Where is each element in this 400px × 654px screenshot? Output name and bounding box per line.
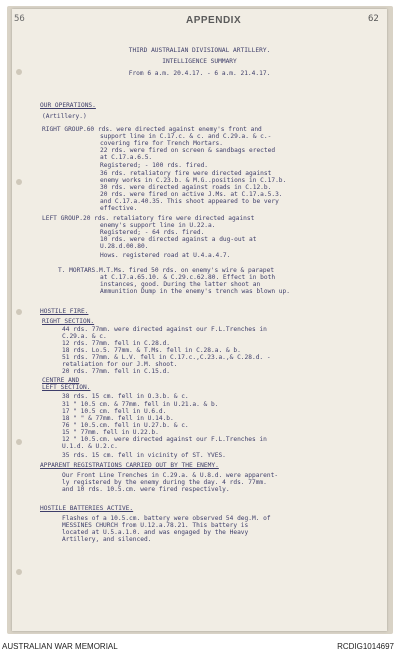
body-line: instances, good. During the latter shoot an [100, 281, 261, 288]
body-line: 18 rds. Lo.5. 77mm. & T.Ms. fell in C.28.a. & b. [62, 347, 241, 354]
body-line: covering fire for Trench Mortars. [100, 140, 223, 147]
body-line: Ammunition Dump in the enemy's trench was blown up. [100, 288, 290, 295]
body-line: located at U.5.a.1.0. and was engaged by the Heavy [62, 529, 249, 536]
body-line: (Artillery.) [42, 113, 87, 120]
body-line: 51 rds. 77mm. & L.V. fell in C.17.c.,C.23.a.,& C.28.d. - [62, 354, 271, 361]
body-line: enemy's support line in U.22.a. [100, 222, 216, 229]
appendix-label: APPENDIX [186, 15, 242, 26]
body-line: U.28.d.00.80. [100, 243, 149, 250]
section-heading: OUR OPERATIONS. [40, 102, 96, 109]
body-line: 10 rds. were directed against a dug-out at [100, 236, 257, 243]
body-line: retaliation for our J.M. shoot. [62, 361, 178, 368]
body-line: 44 rds. 77mm. were directed against our F.L.Trenches in [62, 326, 267, 333]
body-line: 15 " 77mm. fell in U.22.b. [62, 429, 159, 436]
body-line: Flashes of a 10.5.cm. battery were observed 54 deg.M. of [62, 515, 271, 522]
body-line: 20 rds. 77mm. fell in C.15.d. [62, 368, 171, 375]
body-line: and 10 rds. 10.5.cm. were fired respectively. [62, 486, 230, 493]
document-page [12, 9, 387, 631]
footer-archive: AUSTRALIAN WAR MEMORIAL [2, 642, 118, 651]
body-line: Registered; - 64 rds. fired. [100, 229, 205, 236]
footer-bar [0, 640, 400, 654]
typed-content [12, 9, 387, 631]
body-line: 17 " 10.5 cm. fell in U.6.d. [62, 408, 167, 415]
body-line: ly registered by the enemy during the day. 4 rds. 77mm. [62, 479, 267, 486]
body-line: T. MORTARS.M.T.Ms. fired 50 rds. on enemy's wire & parapet [58, 267, 275, 274]
body-line: enemy works in C.23.b. & M.G..positions in C.17.b. [100, 177, 287, 184]
body-line: at C.17.a.65.10. & C.29.c.62.80. Effect in both [100, 274, 276, 281]
body-line: effective. [100, 205, 138, 212]
body-line: 22 rds. were fired on screen & sandbags erected [100, 147, 276, 154]
body-line: Artillery, and silenced. [62, 536, 152, 543]
body-line: support line in C.17.c. & c. and C.29.a. & c.- [100, 133, 272, 140]
section-heading: HOSTILE FIRE. [40, 308, 89, 315]
header-period: From 6 a.m. 20.4.17. - 6 a.m. 21.4.17. [128, 70, 271, 77]
body-line: at C.17.a.6.5. [100, 154, 153, 161]
body-line: Hows. registered road at U.4.a.4.7. [100, 252, 231, 259]
body-line: 20 rds. were fired on active J.Ms. at C.17.a.5.3. [100, 191, 283, 198]
section-heading: RIGHT SECTION. [42, 318, 95, 325]
folio-number: 62 [368, 14, 379, 24]
body-line: 38 rds. 15 cm. fell in O.3.b. & c. [62, 393, 189, 400]
body-line: Registered; - 100 rds. fired. [100, 162, 209, 169]
section-heading: HOSTILE BATTERIES ACTIVE. [40, 505, 134, 512]
body-line: 18 " " & 77mm. fell in U.14.b. [62, 415, 174, 422]
body-line: 76 " 10.5.cm. fell in U.27.b. & c. [62, 422, 189, 429]
body-line: 12 rds. 77mm. fell in C.28.d. [62, 340, 171, 347]
body-line: 30 rds. were directed against roads in C.12.b. [100, 184, 272, 191]
section-heading: LEFT SECTION. [42, 384, 91, 391]
body-line: U.1.d. & U.2.c. [62, 443, 118, 450]
body-line: 35 rds. 15 cm. fell in vicinity of ST. YVES. [62, 452, 226, 459]
body-line: 36 rds. retaliatory fire were directed against [100, 170, 272, 177]
body-line: MESSINES CHURCH from U.12.a.78.21. This battery is [62, 522, 249, 529]
body-line: Our Front Line Trenches in C.29.a. & U.8.d. were apparent- [62, 472, 279, 479]
pencil-mark: 56 [14, 14, 25, 24]
header-title: THIRD AUSTRALIAN DIVISIONAL ARTILLERY. [128, 47, 271, 54]
body-line: C.29.a. & c. [62, 333, 107, 340]
header-subtitle: INTELLIGENCE SUMMARY [162, 58, 237, 65]
body-line: and C.17.a.40.35. This shoot appeared to be very [100, 198, 279, 205]
body-line: 31 " 10.5 cm. & 77mm. fell in U.21.a. & b. [62, 401, 219, 408]
body-line: RIGHT GROUP.60 rds. were directed against enemy's front and [42, 126, 262, 133]
body-line: LEFT GROUP.20 rds. retaliatory fire were directed against [42, 215, 255, 222]
footer-record-id: RCDIG1014697 [337, 642, 394, 651]
section-heading: CENTRE AND [42, 377, 80, 384]
section-heading: APPARENT REGISTRATIONS CARRIED OUT BY THE ENEMY. [40, 462, 219, 469]
body-line: 12 " 10.5.cm. were directed against our F.L.Trenches in [62, 436, 267, 443]
